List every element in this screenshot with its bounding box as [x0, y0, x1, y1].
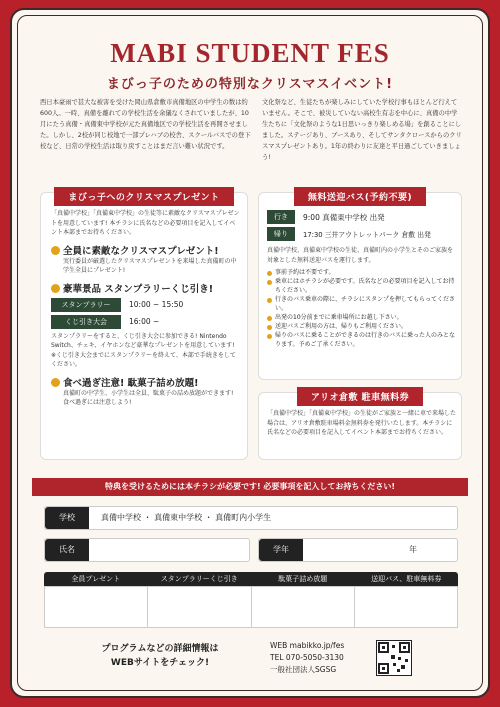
check-box-stamp[interactable]: [148, 587, 251, 627]
footer-info: [80, 642, 240, 670]
bus-note: 出発の10分前までに乗車場所にお越し下さい。: [267, 313, 457, 322]
check-boxes: [44, 586, 458, 628]
intro-right: 文化祭など、生徒たちが楽しみにしていた学校行事もほとんど行えていません。そこで、被災していない高校生有志を中心に、真備の中学生たちに「文化祭のような1日思いっきり楽しめる場」を創ることにしました。ステージあり、ブースあり、そしてサンタクロースからのクリスマスプレゼントあり。1年の終わりに友達と平日過ごしていきましょう!: [262, 99, 462, 161]
lottery-time: 16:00 ~: [129, 317, 160, 326]
check-box-candy[interactable]: [252, 587, 355, 627]
qr-code-icon: [376, 640, 412, 676]
present-item1-title: 全員に素敵なクリスマスプレゼント!: [51, 243, 241, 257]
present-item3-text: 真備町の中学生、小学生は全員、駄菓子の詰め放題ができます! 食べ過ぎには注意しよう!: [63, 389, 234, 406]
check-col-present: 全員プレゼント: [71, 575, 121, 583]
bullet-icon: [51, 284, 60, 293]
grade-field[interactable]: [258, 538, 458, 562]
grade-unit: 年: [409, 545, 417, 554]
bus-notes: [267, 268, 457, 349]
form-banner: 特典を受けるためには本チラシが必要です! 必要事項を記入してお持ちください!: [32, 478, 468, 496]
check-box-present[interactable]: [45, 587, 148, 627]
check-col-candy: 駄菓子詰め放題: [278, 575, 328, 583]
name-label: 氏名: [45, 539, 89, 561]
bus-go-time: 9:00 真備東中学校 出発: [303, 212, 385, 222]
page-subtitle: まびっ子のための特別なクリスマスイベント!: [106, 77, 394, 92]
school-row[interactable]: [44, 506, 458, 530]
bus-intro: 真備中学校、真備東中学校の生徒、真備町内の小学生とそのご家族を対象とした無料送迎バスを運行します。: [267, 247, 454, 264]
stamp-rally-tag: スタンプラリー: [51, 298, 121, 312]
present-heading: まびっ子へのクリスマスプレゼント: [54, 187, 233, 206]
stamp-rally-row: [51, 298, 241, 312]
bus-go-row: [267, 210, 457, 224]
present-intro: 「真備中学校」「真備東中学校」の生徒等に素敵なクリスマスプレゼントを用意しています! 本チラシに氏名などの必要項目を記入してイベント本部までお持ちください。: [51, 210, 240, 236]
footer-line2: WEBサイトをチェック!: [110, 658, 210, 668]
parking-card: [258, 392, 462, 460]
school-label: 学校: [45, 507, 89, 529]
present-item1-text: 実行委員が厳選したクリスマスプレゼントを来場した真備町の中学生全員にプレゼント!: [63, 257, 237, 274]
stamp-rally-time: 10:00 ~ 15:50: [129, 300, 184, 309]
bus-return-tag: 帰り: [267, 227, 295, 241]
bus-note: 送迎バスご利用の方は、帰りもご利用ください。: [267, 322, 457, 331]
footer-org: 一般社団法人SGSG: [270, 665, 337, 674]
name-field[interactable]: [44, 538, 250, 562]
bus-note: 帰りのバスに乗ることができるのは行きのバスに乗った人のみとなります。予めご了承ください。: [267, 331, 457, 349]
bullet-icon: [51, 246, 60, 255]
school-options: 真備中学校 ・ 真備東中学校 ・ 真備町内小学生: [101, 513, 272, 522]
bus-return-row: [267, 227, 457, 241]
bus-note: 行きのバス乗車の際に、チラシにスタンプを押してもらってください。: [267, 295, 457, 313]
present-item3-title: 食べ過ぎ注意! 駄菓子詰め放題!: [51, 375, 241, 389]
footer-web[interactable]: WEB mabikko.jp/fes: [270, 641, 345, 650]
parking-heading: アリオ倉敷 駐車無料券: [297, 387, 423, 406]
lottery-row: [51, 315, 241, 329]
check-box-bus[interactable]: [355, 587, 457, 627]
check-col-bus: 送迎バス、駐車無料券: [371, 575, 442, 583]
present-item2-text: スタンプラリーをすると、くじ引き大会に参加できる! Nintendo Switch、チェキ、イヤホンなど豪華なプレゼントを用意しています! ※くじ引き大会までにスタンプラリーを終えて、本部で手続きをしてください。: [51, 332, 236, 368]
bus-note: 乗車にはホチラシが必要です。氏名などの必要項目を記入してお持ちください。: [267, 277, 457, 295]
present-item2-title: 豪華景品 スタンプラリーくじ引き!: [51, 281, 241, 295]
footer-contact: [270, 640, 344, 676]
lottery-tag: くじ引き大会: [51, 315, 121, 329]
parking-text: 「真備中学校」「真備東中学校」の生徒がご家族と一緒に車で来場した場合は、アリオ倉敷駐車場料金無料券を発行いたします。本チラシに氏名などの必要項目を記入してイベント本部までお持ちください。: [267, 410, 457, 436]
bullet-icon: [51, 378, 60, 387]
bus-card: [258, 192, 462, 380]
footer-tel: TEL 070-5050-3130: [270, 653, 344, 662]
bus-note: 事前予約は不要です。: [267, 268, 457, 277]
footer-line1: プログラムなどの詳細情報は: [101, 644, 219, 654]
present-card: [40, 192, 248, 460]
intro-left: 西日本豪雨で甚大な被害を受けた岡山県倉敷市真備地区の中学生の数は約600人。一時、真備を離れての学校生活を余儀なくされていましたが、10月にたう真備・真備東中学校が元た真備地区での学校生活を再開させました。しかし、2校が同じ校地で一部プレハブの校舎、スクールバスでの登下校など、日常の学校生活は取り戻すことはまだ言い難い状況です。: [40, 99, 251, 150]
check-header: [44, 572, 458, 586]
check-col-stamp: スタンプラリーくじ引き: [160, 575, 238, 583]
bus-return-time: 17:30 三井アウトレットパーク 倉敷 出発: [303, 231, 431, 239]
bus-heading: 無料送迎バス(予約不要): [294, 187, 426, 206]
bus-go-tag: 行き: [267, 210, 295, 224]
page-title: MABI STUDENT FES: [110, 38, 390, 68]
grade-label: 学年: [259, 539, 303, 561]
